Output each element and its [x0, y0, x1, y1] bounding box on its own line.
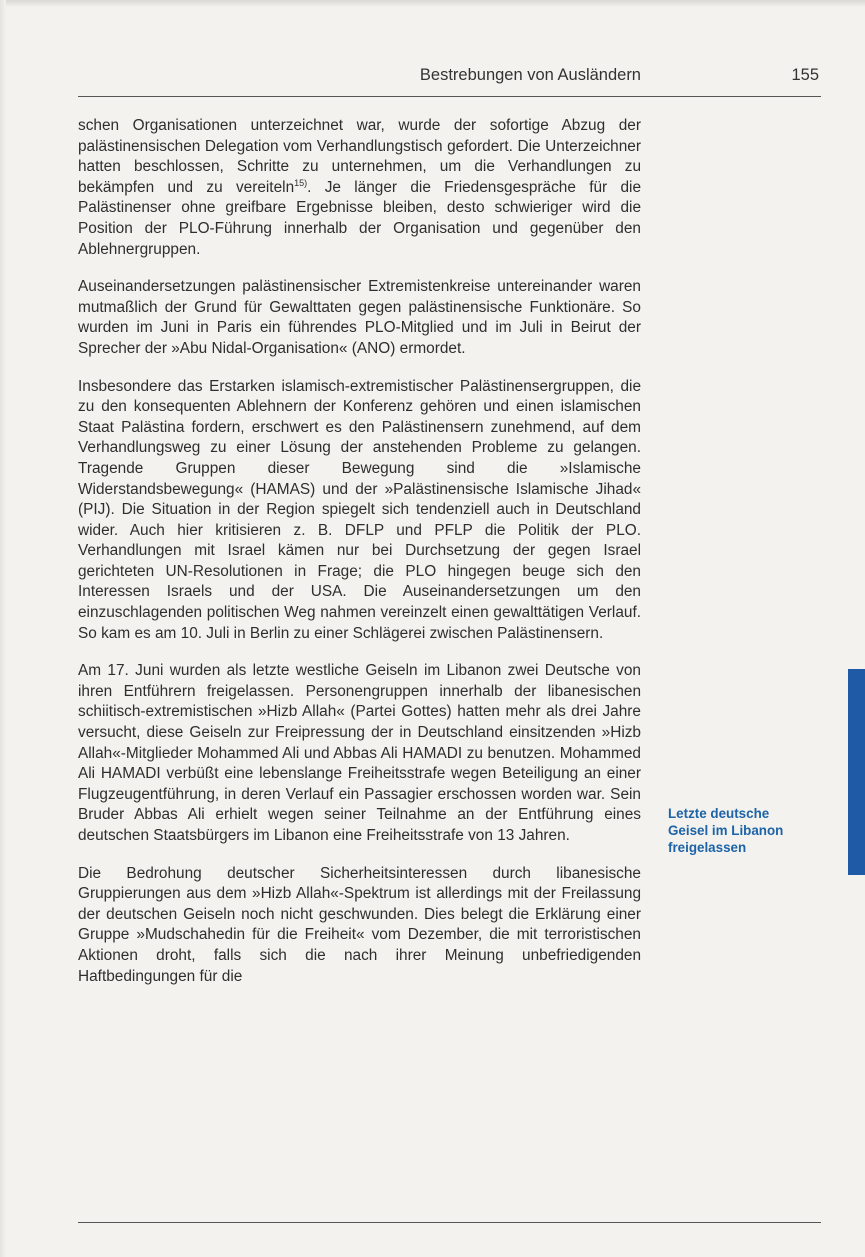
- footer-rule: [78, 1222, 821, 1223]
- body-text: [78, 116, 641, 1004]
- chapter-thumb-tab: [848, 669, 865, 875]
- paragraph-1-text: schen Organisationen unterzeichnet war, wurde der sofortige Abzug der palästinensischen Delegation vom Verhandlungstisch gefordert. Die Unterzeichner hatten beschlossen, Schritte zu unternehmen, um die Verhandlungen zu bekämpfen und zu vereiteln: [78, 117, 641, 196]
- paragraph-2: Auseinandersetzungen palästinensischer Extremistenkreise untereinander waren mutmaßlich der Grund für Gewalttaten gegen palästinensische Funktionäre. So wurden im Juni in Paris ein führendes PLO-Mitglied und im Juli in Beirut der Sprecher der »Abu Nidal-Organisation« (ANO) ermordet.: [78, 278, 641, 357]
- paragraph-3: Insbesondere das Erstarken islamisch-extremistischer Palästinensergruppen, die zu den konsequenten Ablehnern der Konferenz gehören und einen islamischen Staat Palästina fordern, erschwert es den Palästinensern zunehmend, auf dem Verhandlungsweg zu einer Lösung der anstehenden Probleme zu gelangen. Tragende Gruppen dieser Bewegung sind die »Islamische Widerstandsbewegung« (HAMAS) und der »Palästinensische Islamische Jihad« (PIJ). Die Situation in der Region spiegelt sich tendenziell auch in Deutschland wider. Auch hier kritisieren z. B. DFLP und PFLP die Politik der PLO. Verhandlungen mit Israel kämen nur bei Durchsetzung der gegen Israel gerichteten UN-Resolutionen in Frage; die PLO hingegen beuge sich den Interessen Israels und der USA. Die Auseinandersetzungen um den einzuschlagenden politischen Weg nahmen vereinzelt einen gewalttätigen Verlauf. So kam es am 10. Juli in Berlin zu einer Schlägerei zwischen Palästinensern.: [78, 377, 641, 642]
- page-number: 155: [791, 66, 819, 84]
- scan-left-edge: [0, 0, 6, 1257]
- margin-note-line-1: Letzte deutsche: [668, 806, 770, 821]
- paragraph-5: Die Bedrohung deutscher Sicherheitsinteressen durch libanesische Gruppierungen aus dem »Hizb Allah«-Spektrum ist allerdings mit der Freilassung der deutschen Geiseln noch nicht geschwunden. Dies belegt die Erklärung einer Gruppe »Mudschahedin für die Freiheit« vom Dezember, die mit terroristischen Aktionen droht, falls sich die nach ihrer Meinung unbefriedigenden Haftbedingungen für die: [78, 864, 641, 985]
- page-header: [78, 66, 821, 94]
- margin-note-line-2: Geisel im Libanon: [668, 823, 784, 838]
- footnote-marker: 15): [294, 177, 308, 188]
- scan-top-shadow: [0, 0, 865, 7]
- paragraph-1-tail: . Je länger die Friedensgespräche für die Palästinenser ohne greifbare Ergebnisse bleiben, desto schwieriger wird die Position der PLO-Führung innerhalb der Organisation und gegenüber den Ablehnergruppen.: [78, 178, 641, 258]
- margin-note-line-3: freigelassen: [668, 840, 747, 855]
- header-rule: [78, 96, 821, 97]
- running-title: Bestrebungen von Ausländern: [419, 66, 641, 84]
- paragraph-1: [78, 116, 641, 260]
- margin-note: [668, 805, 828, 856]
- paragraph-4: Am 17. Juni wurden als letzte westliche Geiseln im Libanon zwei Deutsche von ihren Entführern freigelassen. Personengruppen innerhalb der libanesischen schiitisch-extremistischen »Hizb Allah« (Partei Gottes) hatten mehr als drei Jahre versucht, diese Geiseln zur Freipressung der in Deutschland einsitzenden »Hizb Allah«-Mitglieder Mohammed Ali und Abbas Ali HAMADI zu benutzen. Mohammed Ali HAMADI verbüßt eine lebenslange Freiheitsstrafe wegen Beteiligung an einer Flugzeugentführung, in deren Verlauf ein Passagier erschossen worden war. Sein Bruder Abbas Ali erhielt wegen seiner Teilnahme an der Entführung eines deutschen Staatsbürgers im Libanon eine Freiheitsstrafe von 13 Jahren.: [78, 662, 641, 844]
